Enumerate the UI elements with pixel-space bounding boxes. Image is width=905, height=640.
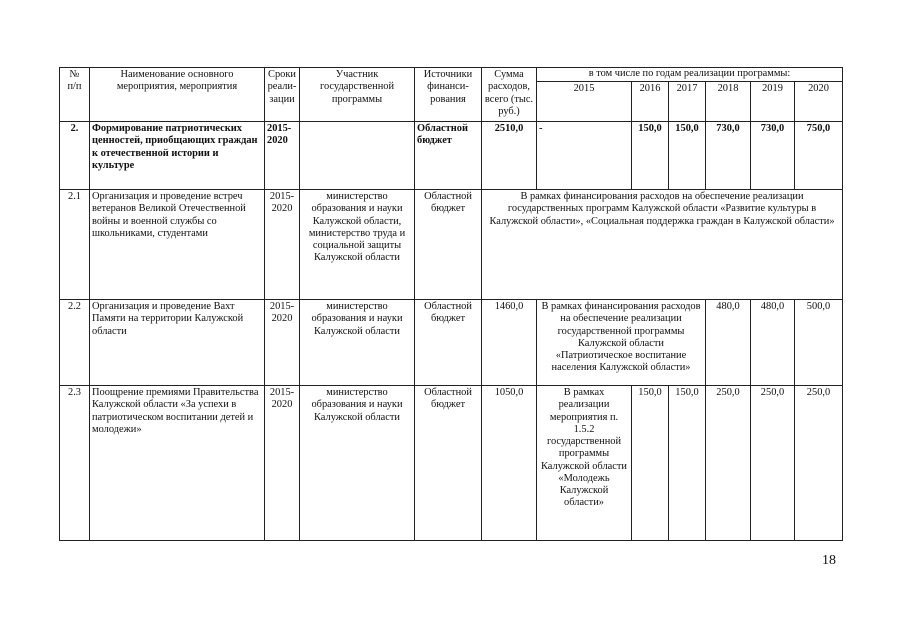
row-participant: министерство образования и науки Калужской области, министерство труда и социальной защиты Калужской области xyxy=(300,190,415,300)
row-y2019: 480,0 xyxy=(751,300,795,386)
row-note: В рамках финансирования расходов на обеспечение реализации государственных программ Калужской области «Развитие культуры в Калужской области», «Социальная поддержка граждан в Калужской области» xyxy=(482,190,843,300)
row-y2015: - xyxy=(537,122,632,190)
row-y2020: 500,0 xyxy=(795,300,843,386)
header-name: Наименование основного мероприятия, мероприятия xyxy=(90,68,265,122)
row-y2016: 150,0 xyxy=(632,122,669,190)
row-participant: министерство образования и науки Калужской области xyxy=(300,300,415,386)
header-source: Источники финанси-рования xyxy=(415,68,482,122)
table-row xyxy=(60,122,843,190)
row-sum: 2510,0 xyxy=(482,122,537,190)
row-source: Областной бюджет xyxy=(415,122,482,190)
header-sum: Сумма расходов, всего (тыс. руб.) xyxy=(482,68,537,122)
row-name: Организация и проведение Вахт Памяти на территории Калужской области xyxy=(90,300,265,386)
row-y2016: 150,0 xyxy=(632,386,669,541)
table-row xyxy=(60,190,843,300)
row-term: 2015- 2020 xyxy=(265,122,300,190)
header-year-2019: 2019 xyxy=(751,82,795,122)
header-participant: Участник государственной программы xyxy=(300,68,415,122)
row-name: Организация и проведение встреч ветеранов Великой Отечественной войны и военной службы со школьниками, студентами xyxy=(90,190,265,300)
row-participant: министерство образования и науки Калужской области xyxy=(300,386,415,541)
row-y2018: 250,0 xyxy=(706,386,751,541)
row-num: 2.3 xyxy=(60,386,90,541)
header-year-2017: 2017 xyxy=(669,82,706,122)
row-sum: 1460,0 xyxy=(482,300,537,386)
page-number: 18 xyxy=(822,553,836,568)
header-num: № п/п xyxy=(60,68,90,122)
row-term: 2015- 2020 xyxy=(265,386,300,541)
row-y2020: 750,0 xyxy=(795,122,843,190)
row-term: 2015- 2020 xyxy=(265,190,300,300)
row-source: Областной бюджет xyxy=(415,386,482,541)
row-source: Областной бюджет xyxy=(415,190,482,300)
header-year-2016: 2016 xyxy=(632,82,669,122)
row-term: 2015- 2020 xyxy=(265,300,300,386)
row-y2017: 150,0 xyxy=(669,386,706,541)
table-row xyxy=(60,300,843,386)
header-year-2020: 2020 xyxy=(795,82,843,122)
row-note: В рамках финансирования расходов на обеспечение реализации государственной программы Калужской области «Патриотическое воспитание населения Калужской области» xyxy=(537,300,706,386)
row-y2019: 730,0 xyxy=(751,122,795,190)
header-term: Сроки реали-зации xyxy=(265,68,300,122)
program-table xyxy=(59,67,843,541)
row-participant xyxy=(300,122,415,190)
row-y2018: 480,0 xyxy=(706,300,751,386)
row-y2018: 730,0 xyxy=(706,122,751,190)
row-num: 2.1 xyxy=(60,190,90,300)
row-y2017: 150,0 xyxy=(669,122,706,190)
table-row xyxy=(60,386,843,541)
header-by-years: в том числе по годам реализации программы: xyxy=(537,68,843,82)
row-num: 2.2 xyxy=(60,300,90,386)
row-name: Поощрение премиями Правительства Калужской области «За успехи в патриотическом воспитании детей и молодежи» xyxy=(90,386,265,541)
row-note: В рамках реализации мероприятия п. 1.5.2 государственной программы Калужской области «Молодежь Калужской области» xyxy=(537,386,632,541)
row-y2019: 250,0 xyxy=(751,386,795,541)
row-y2020: 250,0 xyxy=(795,386,843,541)
row-source: Областной бюджет xyxy=(415,300,482,386)
header-year-2018: 2018 xyxy=(706,82,751,122)
header-year-2015: 2015 xyxy=(537,82,632,122)
row-name: Формирование патриотических ценностей, приобщающих граждан к отечественной истории и культуре xyxy=(90,122,265,190)
row-sum: 1050,0 xyxy=(482,386,537,541)
row-num: 2. xyxy=(60,122,90,190)
